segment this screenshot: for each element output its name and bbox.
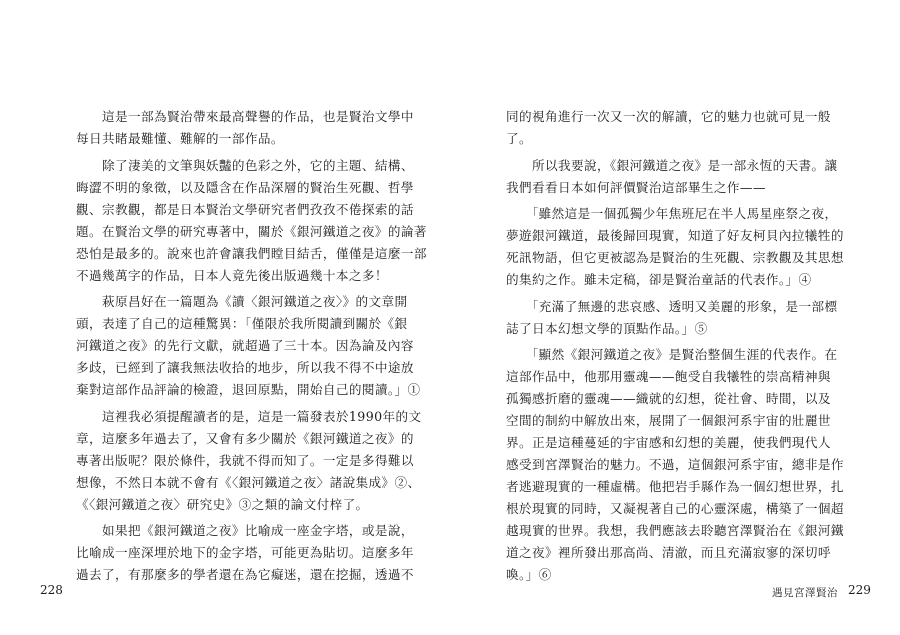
text-line: 孤獨感折磨的靈魂——織就的幻想，從社會、時間，以及 — [506, 391, 831, 407]
text-line: 我們看看日本如何評價賢治這部畢生之作—— — [506, 179, 766, 195]
text-line: 想像，不然日本就不會有《〈銀河鐵道之夜〉諸說集成》②、 — [76, 474, 421, 490]
text-line: 「充滿了無邊的悲哀感、透明又美麗的形象，是一部標 — [506, 298, 838, 314]
text-line: 喚。」⑥ — [506, 567, 552, 583]
paragraph — [506, 344, 844, 586]
text-line: 頭，表達了自己的這種驚異：「僅限於我所閱讀到關於《銀 — [76, 316, 408, 332]
text-line: 萩原昌好在一篇題為《讀〈銀河鐵道之夜〉》的文章開 — [76, 294, 408, 310]
text-line: 恐怕是最多的。說來也許會讓我們瞠目結舌，僅僅是這麼一部 — [76, 245, 427, 261]
text-line: 《〈銀河鐵道之夜〉研究史》③之類的論文付梓了。 — [76, 496, 369, 512]
left-page-number: 228 — [40, 583, 63, 597]
text-line: 界。正是這種蔓延的宇宙感和幻想的美麗，使我們現代人 — [506, 435, 831, 451]
text-line: 觀、宗教觀，都是日本賢治文學研究者們孜孜不倦探索的話 — [76, 201, 414, 217]
paragraph — [76, 155, 427, 287]
text-line: 道之夜》裡所發出那高尚、清澈，而且充滿寂寥的深切呼 — [506, 545, 831, 561]
text-line: 「雖然這是一個孤獨少年焦班尼在半人馬星座祭之夜， — [506, 206, 838, 222]
text-line: 所以我要說，《銀河鐵道之夜》是一部永恆的天書。讓 — [506, 157, 838, 173]
text-line: 者逃避現實的一種虛構。他把岩手縣作為一個幻想世界，扎 — [506, 479, 844, 495]
text-line: 棄對這部作品評論的檢證，退回原點，開始自己的閱讀。」① — [76, 382, 421, 398]
text-line: 的集約之作。雖未定稿，卻是賢治童話的代表作。」④ — [506, 272, 812, 288]
paragraph — [76, 291, 421, 401]
paragraph — [76, 106, 414, 150]
paragraph — [506, 155, 838, 199]
text-line: 夢遊銀河鐵道，最後歸回現實，知道了好友柯貝內拉犧牲的 — [506, 228, 844, 244]
text-line: 多歧，已經到了讓我無法收拾的地步，所以我不得不中途放 — [76, 360, 414, 376]
text-line: 死訊物語，但它更被認為是賢治的生死觀、宗教觀及其思想 — [506, 250, 844, 266]
paragraph — [506, 106, 831, 150]
text-line: 題。在賢治文學的研究專著中，關於《銀河鐵道之夜》的論著 — [76, 223, 427, 239]
text-line: 越現實的世界。我想，我們應該去聆聽宮澤賢治在《銀河鐵 — [506, 523, 844, 539]
text-line: 不過幾萬字的作品，日本人竟先後出版過幾十本之多！ — [76, 267, 388, 283]
text-line: 誌了日本幻想文學的頂點作品。」⑤ — [506, 320, 708, 336]
text-line: 這部作品中，他那用靈魂——飽受自我犧牲的崇高精神與 — [506, 369, 831, 385]
text-line: 每日共睹最難懂、難解的一部作品。 — [76, 131, 284, 146]
text-line: 「顯然《銀河鐵道之夜》是賢治整個生涯的代表作。在 — [506, 347, 838, 363]
text-line: 晦澀不明的象徵，以及隱含在作品深層的賢治生死觀、哲學 — [76, 179, 414, 195]
right-page-number: 229 — [848, 583, 871, 597]
text-line: 專著出版呢？限於條件，我就不得而知了。一定是多得難以 — [76, 452, 414, 468]
text-line: 除了淒美的文筆與妖豔的色彩之外，它的主題、結構、 — [76, 157, 414, 173]
text-line: 河鐵道之夜》的先行文獻，就超過了三十本。因為論及內容 — [76, 338, 414, 354]
text-line: 這是一部為賢治帶來最高聲譽的作品，也是賢治文學中 — [76, 109, 414, 124]
paragraph — [76, 406, 422, 516]
text-line: 同的視角進行一次又一次的解讀，它的魅力也就可見一般 — [506, 109, 831, 124]
right-page-body — [506, 106, 844, 591]
running-title: 遇見宮澤賢治 — [772, 587, 838, 599]
text-line: 感受到宮澤賢治的魅力。不過，這個銀河系宇宙，總非是作 — [506, 457, 844, 473]
paragraph — [76, 520, 414, 586]
text-line: 過去了，有那麼多的學者還在為它癡迷，還在挖掘，透過不 — [76, 567, 414, 583]
text-line: 根於現實的同時，又凝視著自己的心靈深處，構築了一個超 — [506, 501, 844, 517]
text-line: 這裡我必須提醒讀者的是，這是一篇發表於1990年的文 — [76, 408, 422, 424]
text-line: 空間的制約中解放出來，展開了一個銀河系宇宙的壯麗世 — [506, 413, 831, 429]
text-line: 比喻成一座深埋於地下的金字塔，可能更為貼切。這麼多年 — [76, 545, 414, 561]
text-line: 如果把《銀河鐵道之夜》比喻成一座金字塔，或是說， — [76, 523, 414, 539]
text-line: 了。 — [506, 131, 532, 146]
paragraph — [506, 203, 844, 291]
text-line: 章，這麼多年過去了，又會有多少關於《銀河鐵道之夜》的 — [76, 430, 414, 446]
left-page-body — [76, 106, 427, 591]
paragraph — [506, 296, 838, 340]
